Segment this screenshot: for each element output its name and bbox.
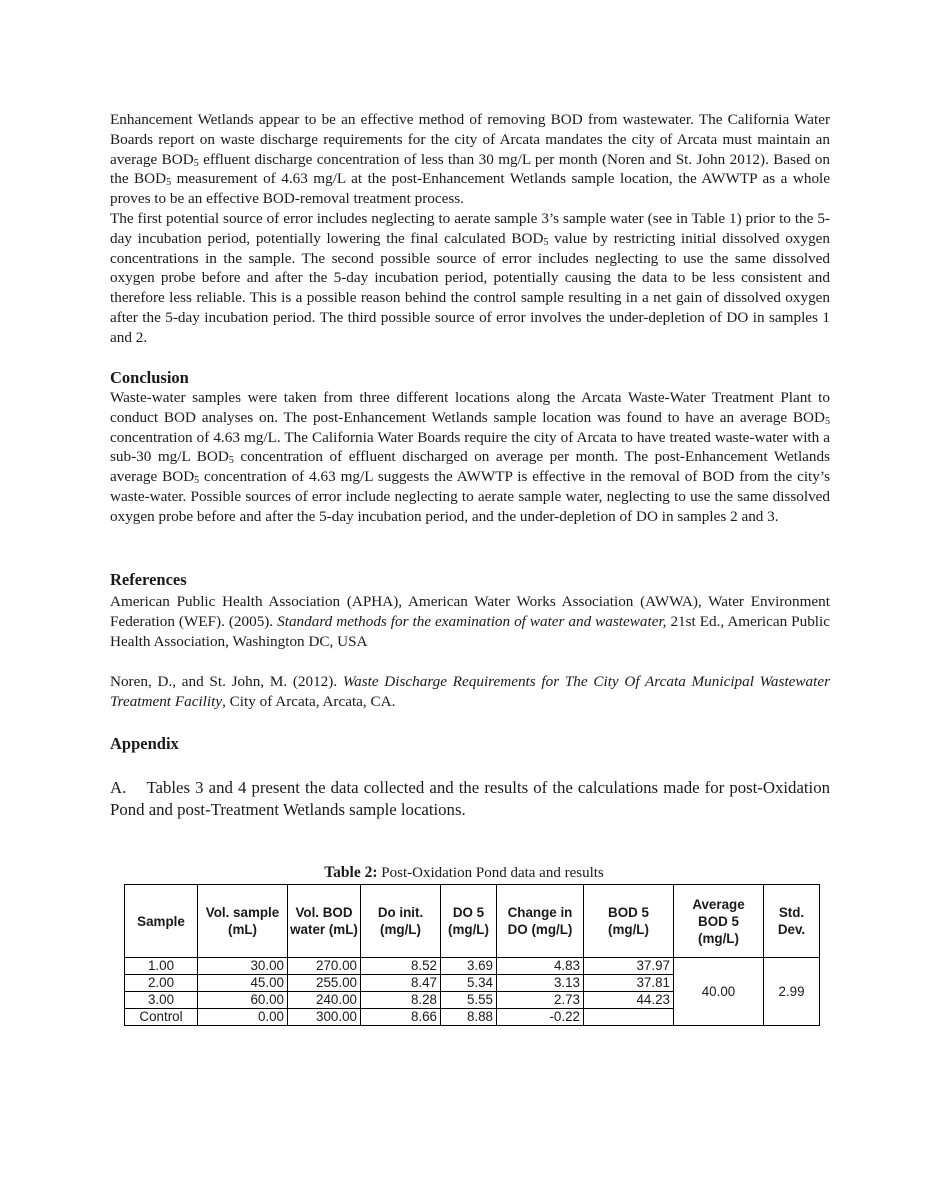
reference-title: Standard methods for the examination of water and wastewater, — [277, 612, 667, 630]
table-row — [125, 958, 820, 975]
header-sample: Sample — [125, 885, 198, 958]
table-cell: 60.00 — [198, 992, 288, 1009]
text: measurement of 4.63 mg/L at the post-Enhancement Wetlands sample location, the AWWTP as a whole proves to be an effective BOD-removal treatment process. — [110, 170, 830, 208]
table-cell: 270.00 — [288, 958, 361, 975]
table-header-row — [125, 885, 820, 958]
table-cell: 37.81 — [584, 975, 674, 992]
subscript: 5 — [166, 177, 172, 189]
subscript: 5 — [228, 455, 234, 467]
table-cell: 4.83 — [497, 958, 584, 975]
table-cell: Control — [125, 1009, 198, 1026]
text: Waste-water samples were taken from three different locations along the Arcata Waste-Water Treatment Plant to conduct BOD analyses on. The post-Enhancement Wetlands sample location was found to have an average BOD — [110, 389, 830, 426]
discussion-paragraph-1 — [110, 110, 830, 209]
table-cell: 1.00 — [125, 958, 198, 975]
appendix-paragraph: A. Tables 3 and 4 present the data collected and the results of the calculations made for post-Oxidation Pond and post-Treatment Wetlands sample locations. — [110, 778, 835, 819]
table-cell — [584, 1009, 674, 1026]
table-cell: 45.00 — [198, 975, 288, 992]
subscript: 5 — [543, 236, 549, 248]
table-cell: 8.47 — [361, 975, 441, 992]
discussion-paragraph-2 — [110, 209, 830, 348]
std-dev-value: 2.99 — [764, 958, 820, 1026]
table-cell: 8.28 — [361, 992, 441, 1009]
caption-label: Table 2: — [324, 864, 378, 881]
table-caption — [124, 864, 804, 882]
data-table — [124, 884, 820, 1026]
table-cell: 255.00 — [288, 975, 361, 992]
subscript: 5 — [194, 475, 200, 487]
header-do5: DO 5 (mg/L) — [441, 885, 497, 958]
average-bod5-value: 40.00 — [674, 958, 764, 1026]
header-bod5: BOD 5 (mg/L) — [584, 885, 674, 958]
conclusion-heading: Conclusion — [110, 368, 189, 387]
table-cell: 2.00 — [125, 975, 198, 992]
header-vol-sample: Vol. sample (mL) — [198, 885, 288, 958]
text: value by restricting initial dissolved oxygen concentrations in the sample. The second possible source of error includes neglecting to use the same dissolved oxygen probe before and after the 5-day incubation period, potentially causing the data to be less consistent and therefore less reliable. This is a possible reason behind the control sample resulting in a net gain of dissolved oxygen after the 5-day incubation period. The third possible source of error involves the under-depletion of DO in samples 1 and 2. — [110, 229, 830, 346]
table-cell: 300.00 — [288, 1009, 361, 1026]
text: The first potential source of error includes neglecting to aerate sample 3’s sample water (see in Table 1) prior to the 5-day incubation period, potentially lowering the final calculated BOD — [110, 210, 830, 247]
conclusion-paragraph — [110, 388, 830, 527]
table-cell: 8.52 — [361, 958, 441, 975]
caption-text: Post-Oxidation Pond data and results — [377, 865, 604, 881]
references-heading: References — [110, 570, 187, 589]
header-std-dev: Std. Dev. — [764, 885, 820, 958]
text: American Public Health Association (APHA), American Water Works Association (AWWA), Water Environment Federation (WEF). (2005). — [110, 593, 830, 630]
text: effluent discharge concentration of less than 30 mg/L per month (Noren and St. John 2012). Based on the BOD — [110, 150, 830, 188]
table-cell: 44.23 — [584, 992, 674, 1009]
subscript: 5 — [825, 415, 830, 427]
text: , City of Arcata, Arcata, CA. — [222, 692, 396, 710]
header-vol-bod-water: Vol. BOD water (mL) — [288, 885, 361, 958]
table-cell: 8.66 — [361, 1009, 441, 1026]
reference-title: Waste Discharge Requirements for The City Of Arcata Municipal Wastewater Treatment Facility — [110, 673, 830, 710]
reference-1 — [110, 592, 830, 651]
table-cell: 8.88 — [441, 1009, 497, 1026]
table-cell: 5.34 — [441, 975, 497, 992]
table-cell: 2.73 — [497, 992, 584, 1009]
table-cell: 3.13 — [497, 975, 584, 992]
table-cell: 37.97 — [584, 958, 674, 975]
table-cell: 0.00 — [198, 1009, 288, 1026]
text: Noren, D., and St. John, M. (2012). — [110, 673, 343, 690]
text: 21st Ed., American Public Health Association, Washington DC, USA — [110, 612, 830, 650]
appendix-heading: Appendix — [110, 734, 179, 753]
table-cell: -0.22 — [497, 1009, 584, 1026]
header-do-init: Do init. (mg/L) — [361, 885, 441, 958]
text: concentration of effluent discharged on average per month. The post-Enhancement Wetlands average BOD — [110, 448, 830, 486]
table-cell: 240.00 — [288, 992, 361, 1009]
header-average-bod5: Average BOD 5 (mg/L) — [674, 885, 764, 958]
subscript: 5 — [193, 157, 199, 169]
table-cell: 5.55 — [441, 992, 497, 1009]
table-cell: 3.00 — [125, 992, 198, 1009]
text: concentration of 4.63 mg/L suggests the AWWTP is effective in the removal of BOD from the city’s waste-water. Possible sources of error include neglecting to aerate sample water, neglecting to use the same dissolved oxygen probe before and after the 5-day incubation period, and the under-depletion of DO in samples 2 and 3. — [110, 468, 831, 525]
table-cell: 30.00 — [198, 958, 288, 975]
header-change-in-do: Change in DO (mg/L) — [497, 885, 584, 958]
table-cell: 3.69 — [441, 958, 497, 975]
reference-2 — [110, 672, 830, 712]
text: Enhancement Wetlands appear to be an effective method of removing BOD from wastewater. The California Water Boards report on waste discharge requirements for the city of Arcata mandates the city of Arcata must maintain an average BOD — [110, 111, 830, 168]
text: concentration of 4.63 mg/L. The California Water Boards require the city of Arcata to have treated waste-water with a sub-30 mg/L BOD — [110, 428, 830, 466]
